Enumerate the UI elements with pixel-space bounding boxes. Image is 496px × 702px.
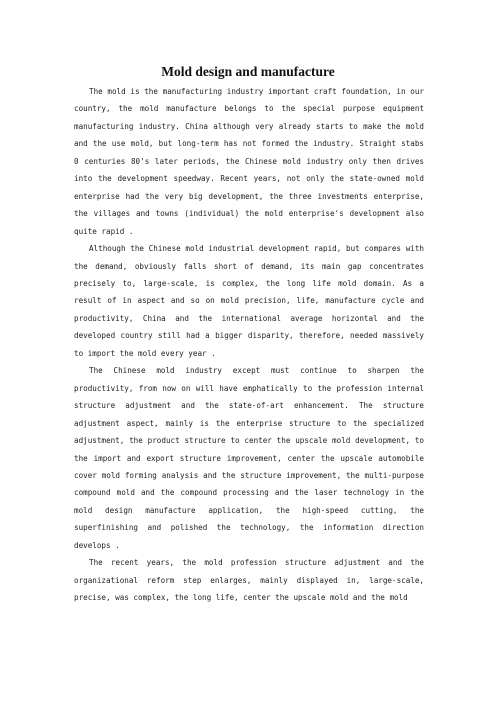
paragraph-4: The recent years, the mold profession structure adjustment and the organizational reform step enlarges, mainly displayed in, large-scale, precise, was complex, the long life, center the upscale mold and the mold bbox=[74, 558, 424, 603]
document-body bbox=[74, 83, 424, 607]
paragraph-1: The mold is the manufacturing industry important craft foundation, in our country, the mold manufacture belongs to the special purpose equipment manufacturing industry. China although very already starts to make the mold and the use mold, but long-term has not formed the industry. Straight stabs 0 centuries 80's later periods, the Chinese mold industry only then drives into the development speedway. Recent years, not only the state-owned mold enterprise had the very big development, the three investments enterprise, the villages and towns (individual) the mold enterprise's development also quite rapid . bbox=[74, 87, 424, 236]
document-title: Mold design and manufacture bbox=[161, 64, 335, 79]
paragraph-3: The Chinese mold industry except must continue to sharpen the productivity, from now on will have emphatically to the profession internal structure adjustment and the state-of-art enhancement. The structure adjustment aspect, mainly is the enterprise structure to the specialized adjustment, the product structure to center the upscale mold development, to the import and export structure improvement, center the upscale automobile cover mold forming analysis and the structure improvement, the multi-purpose compound mold and the compound processing and the laser technology in the mold design manufacture application, the high-speed cutting, the superfinishing and polished the technology, the information direction develops . bbox=[74, 366, 424, 550]
paragraph-2: Although the Chinese mold industrial development rapid, but compares with the demand, obviously falls short of demand, its main gap concentrates precisely to, large-scale, is complex, the long life mold domain. As a result of in aspect and so on mold precision, life, manufacture cycle and productivity, China and the international average horizontal and the developed country still had a bigger disparity, therefore, needed massively to import the mold every year . bbox=[74, 244, 424, 358]
